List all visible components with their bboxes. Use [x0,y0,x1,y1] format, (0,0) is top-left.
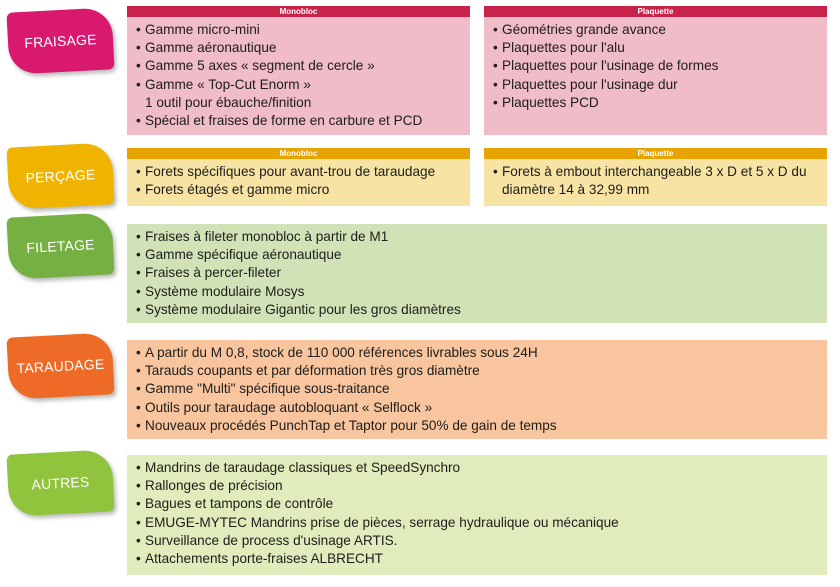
list-item: • Gamme « Top-Cut Enorm » [136,76,470,94]
percage-monobloc-panel [127,159,470,206]
list-item: • Plaquettes pour l'usinage dur [493,76,827,94]
list-item: • Géométries grande avance [493,21,827,39]
category-taraudage: TARAUDAGE [6,332,114,399]
list-item: • Fraises à fileter monobloc à partir de M1 [136,228,827,246]
filetage-panel [127,224,827,323]
list-item: • Gamme micro-mini [136,21,470,39]
list-item: • Fraises à percer-fileter [136,264,827,282]
percage-monobloc-header: Monobloc [127,148,470,159]
list-item: • Système modulaire Gigantic pour les gros diamètres [136,301,827,319]
category-fraisage: FRAISAGE [6,7,114,74]
list-item: • Surveillance de process d'usinage ARTIS. [136,532,827,550]
percage-plaquette-panel [484,159,827,206]
list-item: • Gamme aéronautique [136,39,470,57]
list-item: • Plaquettes pour l'usinage de formes [493,57,827,75]
list-item: • Forets spécifiques pour avant-trou de taraudage [136,163,470,181]
list-item-continuation: diamètre 14 à 32,99 mm [502,182,650,198]
list-item: • EMUGE-MYTEC Mandrins prise de pièces, serrage hydraulique ou mécanique [136,514,827,532]
autres-panel [127,455,827,575]
fraisage-plaquette-panel [484,17,827,135]
list-item: • Bagues et tampons de contrôle [136,495,827,513]
category-percage: PERÇAGE [6,142,114,209]
list-item: • Gamme spécifique aéronautique [136,246,827,264]
list-item: • Plaquettes PCD [493,94,827,112]
list-item: • Plaquettes pour l'alu [493,39,827,57]
fraisage-plaquette-header: Plaquette [484,6,827,17]
list-item: • Forets étagés et gamme micro [136,181,470,199]
list-item: • Nouveaux procédés PunchTap et Taptor pour 50% de gain de temps [136,417,827,435]
list-item: • Mandrins de taraudage classiques et SpeedSynchro [136,459,827,477]
fraisage-monobloc-header: Monobloc [127,6,470,17]
list-item: • Tarauds coupants et par déformation très gros diamètre [136,362,827,380]
list-item: • Forets à embout interchangeable 3 x D et 5 x D du [493,163,827,181]
list-item: • Gamme "Multi" spécifique sous-traitance [136,380,827,398]
fraisage-monobloc-panel [127,17,470,135]
list-item: • Attachements porte-fraises ALBRECHT [136,550,827,568]
list-item: • Rallonges de précision [136,477,827,495]
category-autres: AUTRES [6,449,114,516]
list-item: • Spécial et fraises de forme en carbure et PCD [136,112,470,130]
percage-plaquette-header: Plaquette [484,148,827,159]
category-filetage: FILETAGE [6,212,114,279]
list-item: • A partir du M 0,8, stock de 110 000 références livrables sous 24H [136,344,827,362]
list-item: • Système modulaire Mosys [136,283,827,301]
list-item: • Gamme 5 axes « segment de cercle » [136,57,470,75]
list-item: • Outils pour taraudage autobloquant « Selflock » [136,399,827,417]
list-item-continuation: 1 outil pour ébauche/finition [145,94,312,110]
taraudage-panel [127,340,827,439]
